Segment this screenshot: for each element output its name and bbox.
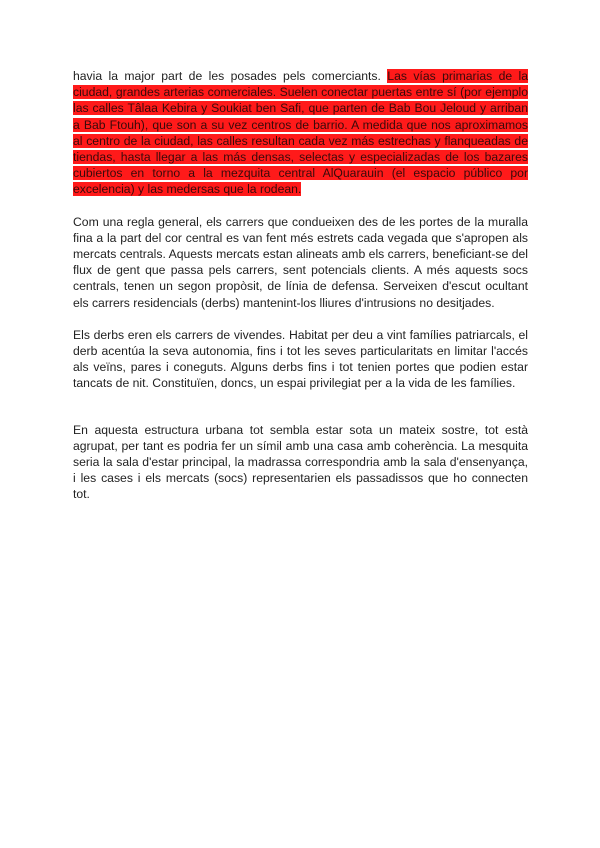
paragraph-4: En aquesta estructura urbana tot sembla estar sota un mateix sostre, tot està agrupat, per tant es podria fer un símil amb una casa amb coherència. La mesquita seria la sala d'estar principal, la madrassa correspondria amb la sala d'ensenyança, i les cases i els mercats (socs) representarien els passadissos que ho connecten tot.: [73, 422, 528, 502]
paragraph-1-text: havia la major part de les posades pels comerciants.: [73, 69, 381, 83]
document-page: [73, 68, 528, 503]
paragraph-3: Els derbs eren els carrers de vivendes. Habitat per deu a vint famílies patriarcals, el derb acentúa la seva autonomia, fins i tot les seves particularitats en limitar l'accés als veïns, pares i coneguts. Alguns derbs fins i tot tenien portes que podien estar tancats de nit. Constituïen, doncs, un espai privilegiat per a la vida de les famílies.: [73, 327, 528, 391]
highlighted-passage: Las vías primarias de la ciudad, grandes arterias comerciales. Suelen conectar puertas entre sí (por ejemplo las calles Tâlaa Kebira y Soukiat ben Safi, que parten de Bab Bou Jeloud y arriban a Bab Ftouh), que son a su vez centros de barrio. A medida que nos aproximamos al centro de la ciudad, las calles resultan cada vez más estrechas y flanqueadas de tiendas, hasta llegar a las más densas, selectas y especializadas de los bazares cubiertos en torno a la mezquita central AlQuarauin (el espacio público por excelencia) y las medersas que la rodean.: [73, 69, 529, 197]
paragraph-2: Com una regla general, els carrers que condueixen des de les portes de la muralla fina a la part del cor central es van fent més estrets cada vegada que s'apropen als mercats centrals. Aquests mercats estan alineats amb els carrers, beneficiant-se del flux de gent que passa pels carrers, sent potencials clients. A més aquests socs centrals, tenen un segon propòsit, de línia de defensa. Serveixen d'escut ocultant els carrers residencials (derbs) mantenint-los lliures d'intrusions no desitjades.: [73, 214, 528, 310]
paragraph-1: [73, 68, 528, 198]
